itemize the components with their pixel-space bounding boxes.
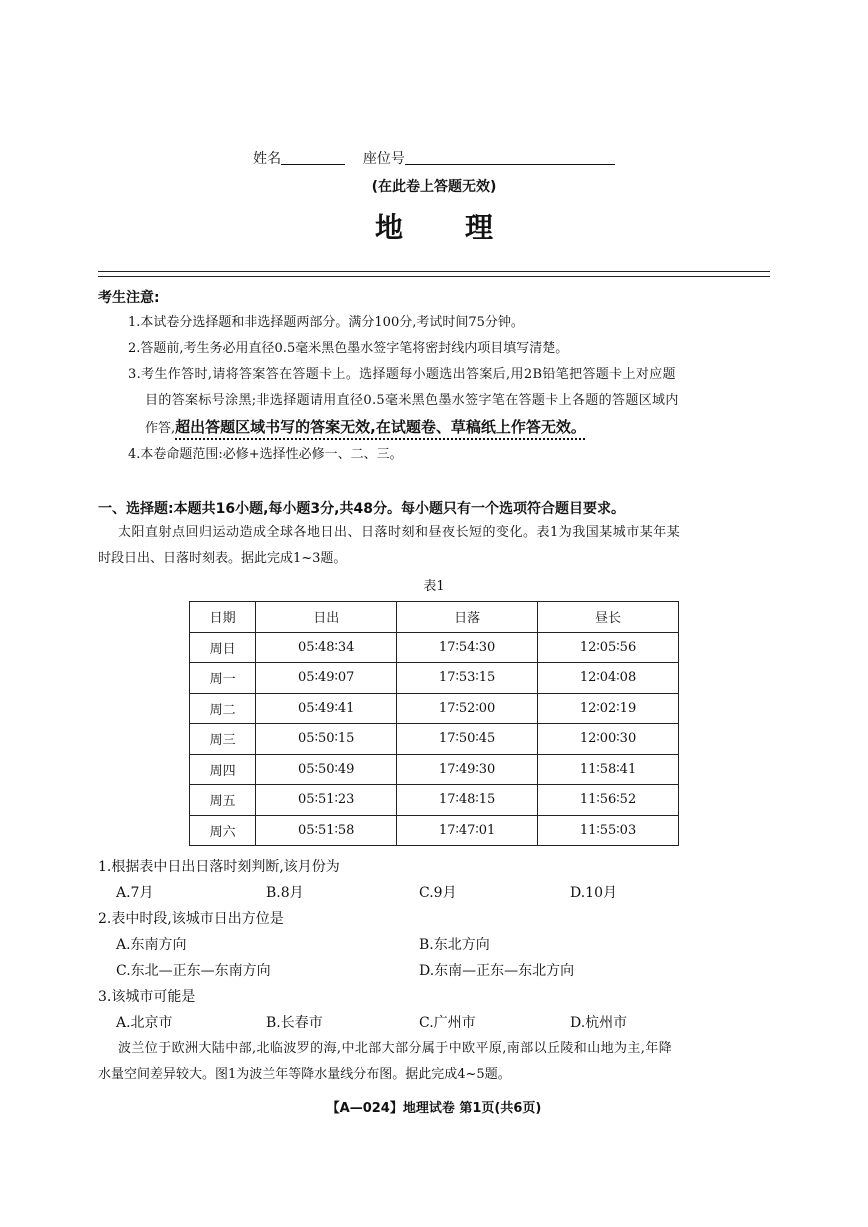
- table-cell: 17∶53∶15: [397, 663, 538, 694]
- seat-label: 座位号: [362, 151, 405, 167]
- candidate-info-line: [0, 148, 868, 168]
- page-footer: 【A—024】地理试卷 第1页(共6页): [326, 1101, 542, 1116]
- question-2-option-d: D.东南—正东—东北方向: [419, 963, 575, 979]
- notice-item-3-cont: 目的答案标号涂黑;非选择题请用直径0.5毫米黑色墨水签字笔在答题卡上各题的答题区域内: [145, 393, 679, 408]
- notice-item-2: 2.答题前,考生务必用直径0.5毫米黑色墨水签字笔将密封线内项目填写清楚。: [128, 341, 569, 356]
- table-cell: 11∶58∶41: [538, 754, 679, 785]
- header-rule-thin: [98, 276, 770, 277]
- passage-2-line-2: 水量空间差异较大。图1为波兰年等降水量线分布图。据此完成4~5题。: [98, 1067, 511, 1082]
- question-3-option-b: B.长春市: [266, 1015, 323, 1031]
- table-cell: 周二: [190, 693, 256, 724]
- question-2-option-c: C.东北—正东—东南方向: [116, 963, 271, 979]
- table-caption: 表1: [423, 579, 445, 594]
- table-cell: 11∶56∶52: [538, 785, 679, 816]
- table-cell: 05∶51∶58: [256, 815, 397, 846]
- notice-item-1: 1.本试卷分选择题和非选择题两部分。满分100分,考试时间75分钟。: [128, 315, 524, 330]
- table-row: [190, 785, 679, 816]
- question-3-option-c: C.广州市: [419, 1015, 476, 1031]
- passage-2-line-1: 波兰位于欧洲大陆中部,北临波罗的海,中北部大部分属于中欧平原,南部以丘陵和山地为主,年降: [118, 1041, 673, 1056]
- notice-heading: 考生注意:: [98, 290, 160, 306]
- table-row: [190, 754, 679, 785]
- table-cell: 周日: [190, 632, 256, 663]
- question-2-stem: 2.表中时段,该城市日出方位是: [98, 911, 284, 927]
- question-3-stem: 3.该城市可能是: [98, 989, 196, 1005]
- section-heading: 一、选择题:本题共16小题,每小题3分,共48分。每小题只有一个选项符合题目要求。: [98, 501, 625, 517]
- sunrise-sunset-table: [189, 601, 679, 846]
- question-1-option-c: C.9月: [419, 885, 457, 901]
- intro-line-2: 时段日出、日落时刻表。据此完成1~3题。: [98, 551, 347, 566]
- table-cell: 05∶51∶23: [256, 785, 397, 816]
- question-1-option-a: A.7月: [116, 885, 154, 901]
- table-cell: 12∶02∶19: [538, 693, 679, 724]
- question-1-stem: 1.根据表中日出日落时刻判断,该月份为: [98, 859, 340, 875]
- notice-emphasis: 超出答题区域书写的答案无效,在试题卷、草稿纸上作答无效。: [175, 418, 586, 436]
- table-row: [190, 724, 679, 755]
- table-cell: 周六: [190, 815, 256, 846]
- notice-item-3-end-text: 作答,: [145, 421, 176, 436]
- intro-line-1: 太阳直射点回归运动造成全球各地日出、日落时刻和昼夜长短的变化。表1为我国某城市某年某: [118, 525, 681, 540]
- question-1-option-d: D.10月: [570, 885, 617, 901]
- table-header: 昼长: [538, 602, 679, 633]
- table-cell: 12∶04∶08: [538, 663, 679, 694]
- table-cell: 17∶49∶30: [397, 754, 538, 785]
- table-cell: 17∶52∶00: [397, 693, 538, 724]
- table-row: [190, 663, 679, 694]
- name-label: 姓名: [253, 151, 282, 167]
- notice-item-4: 4.本卷命题范围:必修+选择性必修一、二、三。: [128, 447, 403, 462]
- question-2-option-b: B.东北方向: [419, 937, 490, 953]
- table-cell: 05∶49∶41: [256, 693, 397, 724]
- notice-item-3: 3.考生作答时,请将答案答在答题卡上。选择题每小题选出答案后,用2B铅笔把答题卡上对应题: [128, 367, 676, 382]
- header-rule-thick: [98, 271, 770, 272]
- table-cell: 12∶05∶56: [538, 632, 679, 663]
- table-cell: 11∶55∶03: [538, 815, 679, 846]
- question-1-option-b: B.8月: [266, 885, 304, 901]
- table-cell: 周一: [190, 663, 256, 694]
- table-row: [190, 693, 679, 724]
- page-title: 地理: [374, 211, 555, 244]
- table-cell: 05∶48∶34: [256, 632, 397, 663]
- question-2-option-a: A.东南方向: [116, 937, 187, 953]
- table-cell: 05∶50∶15: [256, 724, 397, 755]
- table-cell: 17∶47∶01: [397, 815, 538, 846]
- question-3-option-a: A.北京市: [116, 1015, 173, 1031]
- table-header-row: [190, 602, 679, 633]
- seat-blank: [405, 150, 615, 165]
- table-header: 日期: [190, 602, 256, 633]
- table-cell: 12∶00∶30: [538, 724, 679, 755]
- table-cell: 周四: [190, 754, 256, 785]
- table-row: [190, 815, 679, 846]
- invalid-answer-note: (在此卷上答题无效): [371, 179, 497, 195]
- question-3-option-d: D.杭州市: [570, 1015, 628, 1031]
- table-header: 日落: [397, 602, 538, 633]
- table-cell: 17∶48∶15: [397, 785, 538, 816]
- notice-item-3-end: [145, 418, 586, 438]
- name-blank: [281, 150, 345, 165]
- table-cell: 周五: [190, 785, 256, 816]
- table-cell: 17∶50∶45: [397, 724, 538, 755]
- table-cell: 05∶49∶07: [256, 663, 397, 694]
- table-cell: 17∶54∶30: [397, 632, 538, 663]
- table-cell: 05∶50∶49: [256, 754, 397, 785]
- table-cell: 周三: [190, 724, 256, 755]
- table-header: 日出: [256, 602, 397, 633]
- table-row: [190, 632, 679, 663]
